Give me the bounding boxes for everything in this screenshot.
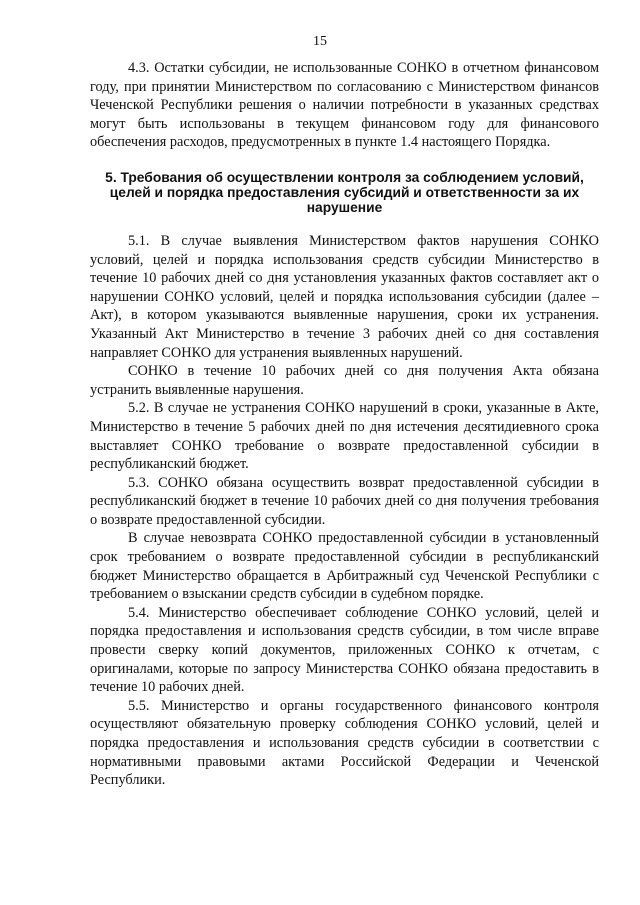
paragraph-5-1-continuation: СОНКО в течение 10 рабочих дней со дня получения Акта обязана устранить выявленные нарушения. bbox=[90, 363, 599, 398]
paragraph-4-3: 4.3. Остатки субсидии, не использованные СОНКО в отчетном финансовом году, при принятии Министерством по согласованию с Министерством финансов Чеченской Республики решения о наличии потребности в указанных средствах могут быть использованы в текущем финансовом году для финансового обеспечения расходов, предусмотренных в пункте 1.4 настоящего Порядка. bbox=[90, 60, 599, 151]
paragraph-5-3: 5.3. СОНКО обязана осуществить возврат предоставленной субсидии в республиканский бюджет в течение 10 рабочих дней со дня получения требования о возврате предоставленной субсидии. bbox=[90, 474, 599, 528]
page-number: 15 bbox=[313, 34, 327, 49]
paragraph-5-3-continuation: В случае невозврата СОНКО предоставленной субсидии в установленный срок требованием о возврате предоставленной субсидии в республиканский бюджет Министерство обращается в Арбитражный суд Чеченской Республики с требованием о взыскании средств субсидии в судебном порядке. bbox=[90, 530, 599, 603]
paragraph-5-5: 5.5. Министерство и органы государственного финансового контроля осуществляют обязательную проверку соблюдения СОНКО условий, целей и порядка предоставления и использования средств субсидии в соответствии с нормативными правовыми актами Российской Федерации и Чеченской Республики. bbox=[90, 697, 599, 789]
document-body bbox=[90, 59, 599, 790]
section-heading: 5. Требования об осуществлении контроля за соблюдением условий, целей и порядка предоставления субсидий и ответственности за их нарушение bbox=[105, 169, 584, 215]
paragraph-5-2: 5.2. В случае не устранения СОНКО нарушений в сроки, указанные в Акте, Министерство в течение 5 рабочих дней по дня истечения десятидиевного срока выставляет СОНКО требование о возврате предоставленной субсидии в республиканский бюджет. bbox=[90, 400, 599, 473]
paragraph-5-4: 5.4. Министерство обеспечивает соблюдение СОНКО условий, целей и порядка предоставления и использования средств субсидии, в том числе вправе провести сверку копий документов, приложенных СОНКО к отчетам, с оригиналами, которые по запросу Министерства СОНКО обязана предоставить в течение 10 рабочих дней. bbox=[90, 604, 599, 696]
paragraph-5-1: 5.1. В случае выявления Министерством фактов нарушения СОНКО условий, целей и порядка использования средств субсидии Министерство в течение 10 рабочих дней со дня установления указанных фактов составляет акт о нарушении СОНКО условий, целей и порядка использования субсидии (далее – Акт), в котором указываются выявленные нарушения, сроки их устранения. Указанный Акт Министерство в течение 3 рабочих дней со дня составления направляет СОНКО для устранения выявленных нарушений. bbox=[90, 232, 599, 361]
